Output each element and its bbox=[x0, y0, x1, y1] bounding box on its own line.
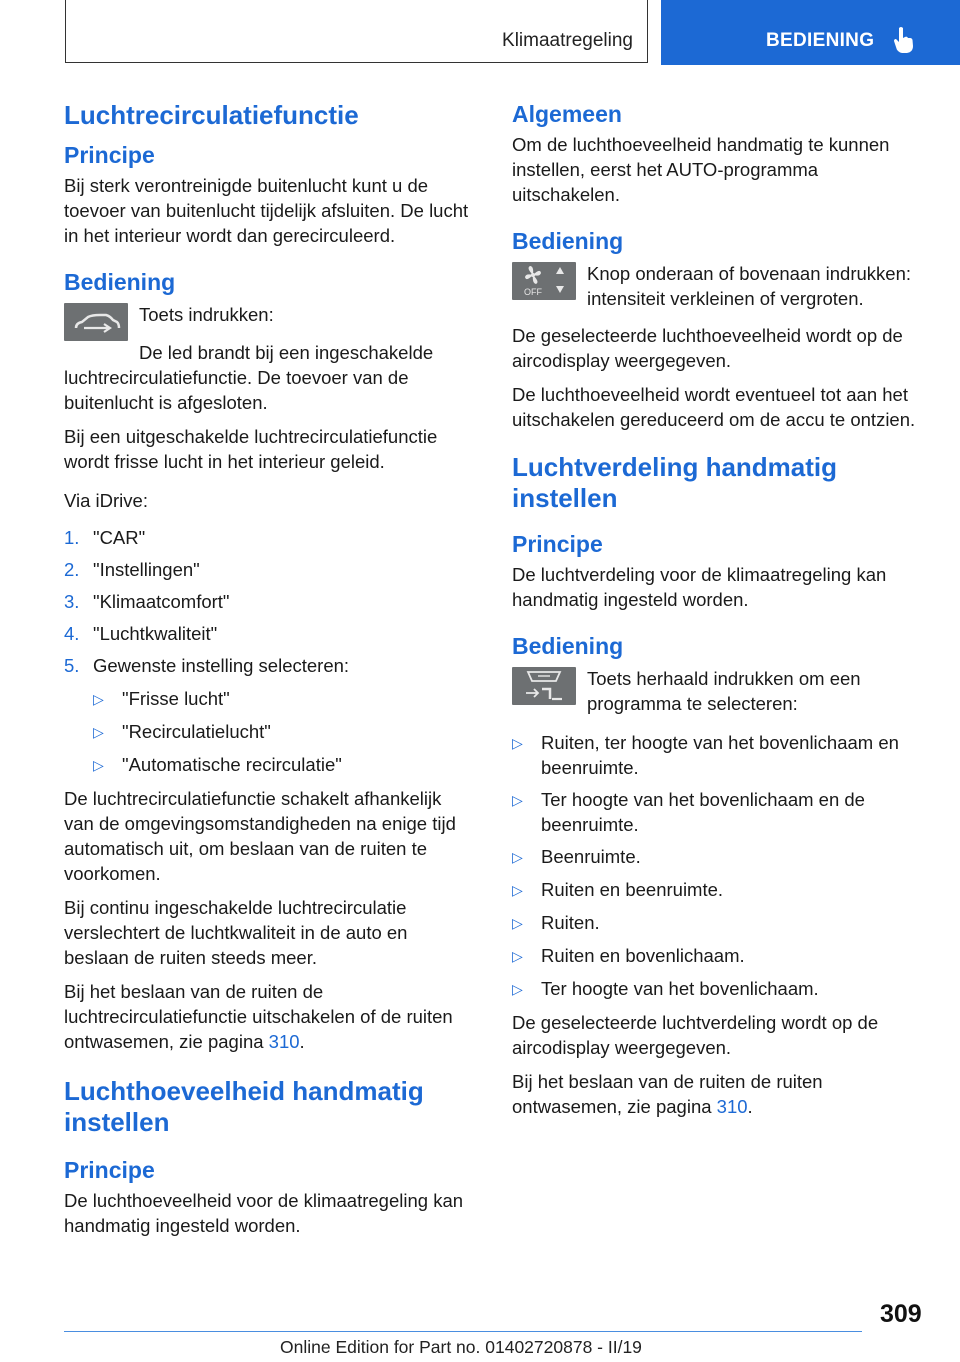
triangle-bullet-icon: ▷ bbox=[93, 691, 104, 707]
list-item: 4. "Luchtkwaliteit" bbox=[64, 623, 218, 644]
text-fogging: Bij het beslaan van de ruiten de luchtrecirculatiefunctie uitschakelen of de ruiten ontwasemen, zie pagina 310. bbox=[64, 981, 453, 1052]
text-fan-buttons: Knop onderaan of bovenaan indrukken: intensiteit verkleinen of vergroten. bbox=[587, 263, 912, 309]
text-continuous: Bij continu ingeschakelde luchtrecirculatie verslechtert de luchtkwaliteit in de auto en beslaan de ruiten steeds meer. bbox=[64, 897, 408, 968]
idrive-steps bbox=[64, 525, 476, 678]
text-display: De geselecteerde luchthoeveelheid wordt op de aircodisplay weergegeven. bbox=[512, 325, 903, 371]
list-item: ▷ Ruiten. bbox=[512, 910, 924, 936]
heading-principe: Principe bbox=[64, 142, 155, 168]
fan-instruction bbox=[512, 261, 924, 311]
footer-edition: Online Edition for Part no. 01402720878 - II/19 bbox=[280, 1337, 642, 1357]
page-link[interactable]: 310 bbox=[268, 1031, 300, 1052]
text-fogging: Bij het beslaan van de ruiten de ruiten ontwasemen, zie pagina 310. bbox=[512, 1071, 823, 1117]
triangle-bullet-icon: ▷ bbox=[512, 792, 523, 808]
heading-air-distribution: Luchtverdeling handmatig instellen bbox=[512, 452, 838, 513]
header-chapter-tab[interactable] bbox=[661, 0, 960, 65]
triangle-bullet-icon: ▷ bbox=[512, 735, 523, 751]
text-auto-off: De luchtrecirculatiefunctie schakelt afhankelijk van de omgevingsomstandigheden na enige tijd automatisch uit, om beslaan van de ruiten te voorkomen. bbox=[64, 788, 456, 884]
heading-principe: Principe bbox=[512, 531, 603, 557]
triangle-bullet-icon: ▷ bbox=[93, 724, 104, 740]
text-press-repeat: Toets herhaald indrukken om een programma te selecteren: bbox=[587, 668, 861, 714]
svg-text:OFF: OFF bbox=[524, 287, 542, 297]
page-link[interactable]: 310 bbox=[716, 1096, 748, 1117]
page-number: 309 bbox=[880, 1300, 922, 1328]
heading-bediening: Bediening bbox=[64, 269, 176, 295]
text-algemeen: Om de luchthoeveelheid handmatig te kunnen instellen, eerst het AUTO-programma uitschakelen. bbox=[512, 134, 890, 205]
list-item: ▷ "Recirculatielucht" bbox=[93, 719, 476, 745]
text-reduce: De luchthoeveelheid wordt eventueel tot aan het uitschakelen gereduceerd om de accu te ontzien. bbox=[512, 384, 916, 430]
list-item: ▷ "Automatische recirculatie" bbox=[93, 752, 476, 778]
heading-recirculation: Luchtrecirculatiefunctie bbox=[64, 100, 359, 130]
list-item: 3. "Klimaatcomfort" bbox=[64, 591, 230, 612]
list-item: ▷ Ter hoogte van het bovenlichaam en de beenruimte. bbox=[512, 789, 865, 835]
triangle-bullet-icon: ▷ bbox=[512, 948, 523, 964]
list-item: ▷ Ter hoogte van het bovenlichaam. bbox=[512, 976, 924, 1002]
list-item: 1. "CAR" bbox=[64, 527, 146, 548]
triangle-bullet-icon: ▷ bbox=[512, 981, 523, 997]
right-column bbox=[512, 100, 924, 1128]
triangle-bullet-icon: ▷ bbox=[512, 882, 523, 898]
heading-bediening: Bediening bbox=[512, 633, 624, 659]
footer-divider bbox=[64, 1331, 862, 1332]
list-item: 2. "Instellingen" bbox=[64, 559, 200, 580]
text-air-amount: De luchthoeveelheid voor de klimaatregeling kan handmatig ingesteld worden. bbox=[64, 1190, 464, 1236]
header-section-title: Klimaatregeling bbox=[502, 30, 633, 51]
list-item: ▷ Ruiten en beenruimte. bbox=[512, 877, 924, 903]
text-via-idrive: Via iDrive: bbox=[64, 490, 148, 511]
text-led-info: De led brandt bij een ingeschakelde luchtrecirculatiefunctie. De toevoer van de buitenlucht is afgesloten. bbox=[64, 342, 434, 413]
heading-algemeen: Algemeen bbox=[512, 101, 622, 127]
triangle-bullet-icon: ▷ bbox=[93, 757, 104, 773]
list-item: ▷ Beenruimte. bbox=[512, 844, 924, 870]
triangle-bullet-icon: ▷ bbox=[512, 915, 523, 931]
hand-pointer-icon bbox=[893, 26, 915, 54]
heading-bediening: Bediening bbox=[512, 228, 624, 254]
distribution-instruction bbox=[512, 666, 924, 716]
heading-air-amount: Luchthoeveelheid handmatig instellen bbox=[64, 1076, 424, 1137]
header-section-box bbox=[65, 0, 648, 63]
text-display: De geselecteerde luchtverdeling wordt op de aircodisplay weergegeven. bbox=[512, 1012, 879, 1058]
recirculation-button-icon bbox=[64, 303, 128, 341]
text-press-button: Toets indrukken: bbox=[139, 304, 274, 325]
list-item: 5. Gewenste instelling selecteren: bbox=[64, 655, 350, 676]
recirc-instruction bbox=[64, 302, 476, 342]
heading-principe: Principe bbox=[64, 1157, 155, 1183]
list-item: ▷ Ruiten, ter hoogte van het bovenlichaam en beenruimte. bbox=[512, 732, 899, 778]
air-distribution-button-icon bbox=[512, 667, 576, 705]
program-list bbox=[512, 730, 924, 1002]
text-distribution: De luchtverdeling voor de klimaatregeling kan handmatig ingesteld worden. bbox=[512, 564, 887, 610]
triangle-bullet-icon: ▷ bbox=[512, 849, 523, 865]
list-item: ▷ "Frisse lucht" bbox=[93, 686, 476, 712]
header-chapter-title: BEDIENING bbox=[766, 30, 875, 51]
fan-speed-button-icon bbox=[512, 262, 576, 300]
setting-options bbox=[93, 686, 476, 778]
left-column bbox=[64, 100, 476, 1247]
text-principe: Bij sterk verontreinigde buitenlucht kunt u de toevoer van buitenlucht tijdelijk afsluiten. De lucht in het interieur wordt dan gerecirculeerd. bbox=[64, 175, 469, 246]
text-recirc-off: Bij een uitgeschakelde luchtrecirculatiefunctie wordt frisse lucht in het interieur geleid. bbox=[64, 426, 438, 472]
list-item: ▷ Ruiten en bovenlichaam. bbox=[512, 943, 924, 969]
